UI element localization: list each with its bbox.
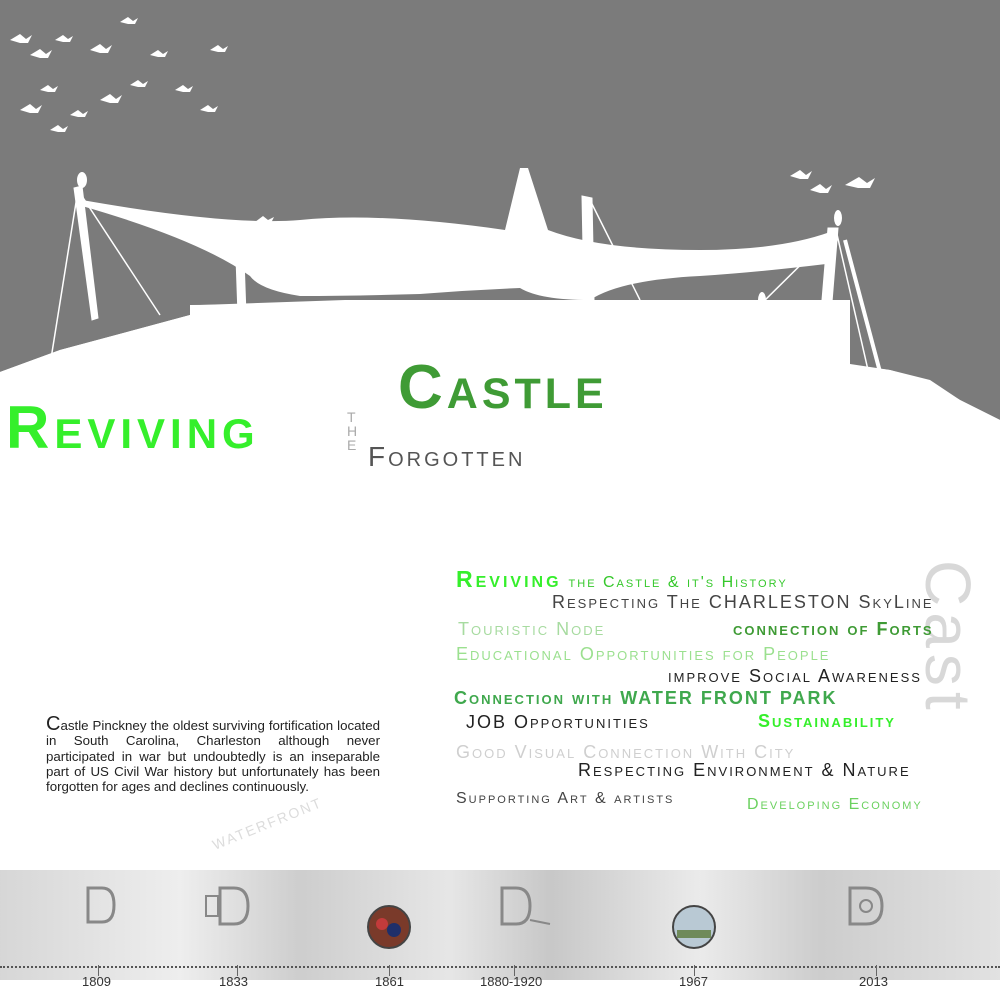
timeline-year-2013: 2013 [859,974,888,989]
keyword-reviving [456,566,788,593]
civil-war-photo-icon [366,904,412,950]
description-paragraph [46,713,380,795]
timeline-year-1861: 1861 [375,974,404,989]
keyword-visual: Good Visual Connection With City [456,742,796,762]
title-forgotten: Forgotten [368,441,526,472]
keyword-job: JOB Opportunities [466,712,650,732]
fort-plan-2013-icon [840,880,900,940]
keyword-skyline: Respecting The CHARLESTON SkyLine [552,592,934,612]
keyword-environment: Respecting Environment & Nature [578,760,911,780]
fort-plan-1809-icon [80,880,120,930]
description-text: astle Pinckney the oldest surviving fortification located in South Carolina, Charleston although never participated in war but undoubtedly is an inseparable part of US Civil War history but unfortunately has been forgotten for ages and declines continuously. [46,718,380,795]
keyword-reviving-word: Reviving [456,566,562,592]
keyword-waterfront: Connection with WATER FRONT PARK [454,688,838,708]
keyword-economy: Developing Economy [747,796,923,813]
waterfront-watermark: WATERFRONT [210,794,325,853]
timeline-line [0,966,1000,968]
description-first-letter: C [46,713,61,735]
timeline-year-1880-1920: 1880-1920 [480,974,543,989]
timeline-year-1809: 1809 [82,974,111,989]
keyword-educational: Educational Opportunities for People [456,644,831,664]
timeline-year-1967: 1967 [679,974,708,989]
fort-plan-1880-icon [494,880,554,940]
timeline-year-1833: 1833 [219,974,248,989]
keyword-touristic: Touristic Node [458,619,606,639]
fort-plan-1833-icon [200,880,260,940]
fort-1967-photo-icon [671,904,717,950]
title-reviving: Reviving [6,394,260,461]
title-the: THE [347,409,358,453]
keyword-sustainability: Sustainability [758,711,896,731]
keyword-art: Supporting Art & artists [456,790,675,807]
title-castle: Castle [398,353,608,422]
side-watermark: Cast [912,560,984,716]
keyword-forts: connection of Forts [733,619,934,639]
keyword-reviving-rest: the Castle & it's History [568,574,788,591]
keyword-social: improve Social Awareness [668,666,922,686]
